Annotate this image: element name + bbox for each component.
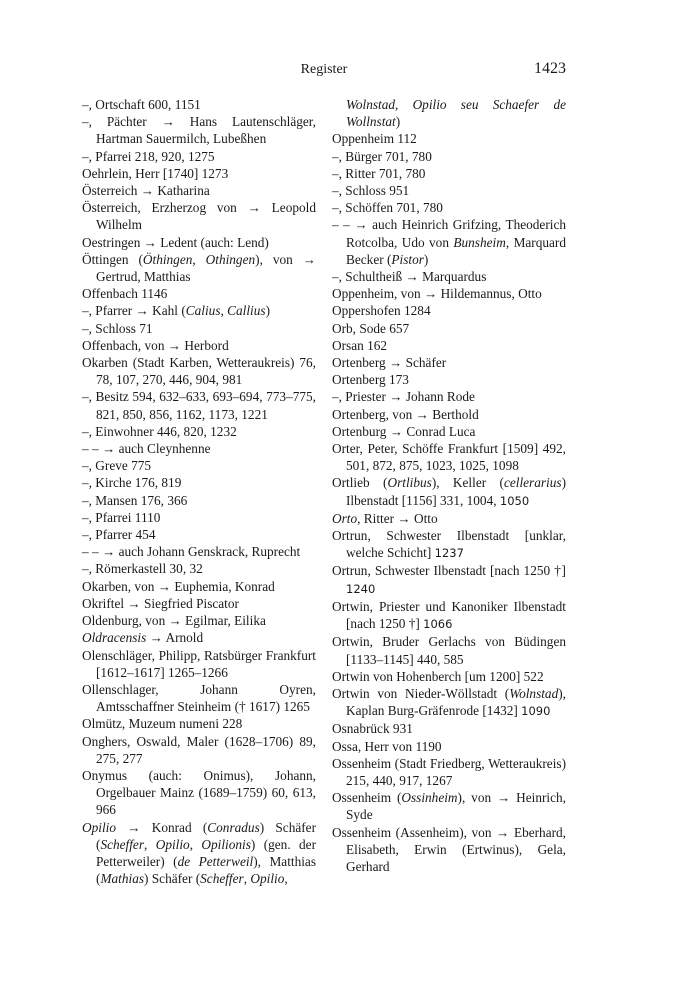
entry-text: → Arnold (146, 630, 204, 646)
entry-text: Opilio seu Schaefer de Wollnstat (346, 97, 566, 130)
index-entry (332, 685, 566, 720)
entry-text: Ortenburg → Conrad Luca (332, 423, 476, 439)
entry-text: Ortlieb ( (332, 475, 388, 491)
index-entry (82, 388, 316, 422)
index-entry (82, 474, 316, 491)
index-entry (82, 423, 316, 440)
index-column-right (332, 96, 566, 875)
entry-text: –, Schloss 951 (332, 183, 410, 199)
entry-text: 1066 (423, 617, 453, 632)
entry-text: –, Schultheiß → Marquardus (332, 269, 487, 285)
entry-text: ), von → Heinrich, Syde (346, 790, 566, 823)
index-entry (332, 216, 566, 268)
index-entry (332, 406, 566, 423)
entry-text: Calius (185, 303, 221, 319)
index-entry (332, 320, 566, 337)
entry-text: ) (gen. der Petterweiler) ( (96, 836, 316, 869)
index-entry (332, 182, 566, 199)
entry-text: Scheffer (200, 871, 244, 887)
index-entry (82, 234, 316, 251)
index-entry (332, 199, 566, 216)
entry-text: Ortwin von Nieder-Wöllstadt ( (332, 685, 510, 701)
index-entry (82, 578, 316, 595)
entry-text: Ortenberg 173 (332, 372, 409, 388)
entry-text: Oppenheim, von → Hildemannus, Otto (332, 286, 542, 302)
entry-text: , Marquard Becker ( (346, 234, 566, 267)
index-entry (332, 720, 566, 737)
entry-text: Oehrlein, Herr [1740] 1273 (82, 165, 229, 181)
entry-text: Opilionis (201, 836, 251, 852)
index-entry (82, 629, 316, 646)
entry-text: –, Ortschaft 600, 1151 (82, 97, 201, 112)
entry-text: Osnabrück 931 (332, 721, 413, 737)
entry-text: Ortwin, Priester und Kanoniker Ilbenstadt [nach 1250 †] (332, 598, 566, 632)
entry-text: ), Kaplan Burg-Gräfenrode [1432] (346, 685, 566, 719)
entry-text: Okriftel → Siegfried Piscator (82, 595, 239, 611)
index-entry (82, 285, 316, 302)
entry-text: Callius (227, 303, 266, 319)
entry-text: Ortenberg → Schäfer (332, 355, 447, 371)
index-entry (82, 199, 316, 233)
entry-text: Orto (332, 510, 358, 526)
entry-text: , (192, 251, 206, 267)
entry-text: ) (423, 251, 429, 267)
index-column-left (82, 96, 316, 887)
entry-text: de Petterweil (177, 853, 254, 869)
index-entry (82, 320, 316, 337)
entry-text: Wolnstad (346, 97, 396, 112)
entry-text: → Konrad ( (115, 819, 208, 835)
entry-text: –, Pächter → Hans Lautenschläger, Hartman Sauermilch, Lubeßhen (82, 114, 316, 147)
entry-text: ) (395, 114, 401, 130)
entry-text: ), von → Gertrud, Matthias (96, 251, 316, 285)
entry-text: – – → auch Johann Genskrack, Ruprecht (82, 544, 301, 560)
index-entry (332, 130, 566, 147)
index-entry (82, 595, 316, 612)
entry-text: Othingen (205, 251, 256, 267)
index-entry (82, 96, 316, 113)
index-entry (82, 492, 316, 509)
index-entry (82, 647, 316, 681)
entry-text: Oppenheim 112 (332, 131, 417, 147)
index-entry (82, 148, 316, 165)
entry-text: –, Kirche 176, 819 (82, 475, 182, 491)
index-entry (332, 148, 566, 165)
entry-text: Okarben, von → Euphemia, Konrad (82, 578, 275, 594)
entry-text: 1090 (521, 704, 551, 719)
entry-text: Mathias (100, 871, 145, 887)
entry-text: –, Bürger 701, 780 (332, 148, 432, 164)
entry-text: Oldracensis (82, 630, 147, 646)
entry-text: ), Matthias ( (96, 853, 317, 887)
index-entry (82, 354, 316, 388)
index-entry (332, 668, 566, 685)
index-entry (82, 819, 316, 888)
entry-text: Olmütz, Muzeum numeni 228 (82, 716, 243, 732)
entry-text: ), Keller ( (431, 475, 504, 491)
entry-text: Okarben (Stadt Karben, Wetteraukreis) 76, 78, 107, 270, 446, 904, 981 (82, 355, 316, 388)
entry-text: Ollenschlager, Johann Oyren, Amtsschaffner Steinheim († 1617) 1265 (82, 681, 316, 715)
entry-text: Ossenheim (Stadt Friedberg, Wetteraukreis) 215, 440, 917, 1267 (332, 755, 566, 788)
entry-text: –, Schöffen 701, 780 (332, 200, 443, 216)
index-entry (82, 733, 316, 767)
entry-text: Onymus (auch: Onimus), Johann, Orgelbauer Mainz (1689–1759) 60, 613, 966 (82, 767, 316, 818)
entry-text: – – → auch Cleynhenne (82, 441, 211, 457)
index-entry (82, 440, 316, 457)
entry-text: –, Pfarrei 218, 920, 1275 (82, 148, 215, 164)
page-header (82, 60, 566, 82)
index-entry (82, 251, 316, 285)
entry-text: , (284, 871, 288, 887)
entry-text: , (243, 871, 251, 887)
entry-text: Österreich, Erzherzog von → Leopold Wilhelm (82, 200, 316, 233)
entry-text: –, Besitz 594, 632–633, 693–694, 773–775, 821, 850, 856, 1162, 1173, 1221 (82, 389, 316, 422)
index-entry (332, 510, 566, 527)
entry-text: Orsan 162 (332, 337, 388, 353)
index-entry (332, 268, 566, 285)
entry-text: –, Ritter 701, 780 (332, 165, 426, 181)
index-entry (332, 423, 566, 440)
entry-text: –, Schloss 71 (82, 320, 153, 336)
entry-text: ) (265, 303, 271, 319)
index-entry (82, 457, 316, 474)
index-entry (82, 543, 316, 560)
entry-text: Öttingen ( (82, 251, 143, 267)
entry-text: , (395, 97, 413, 112)
entry-text: Offenbach 1146 (82, 286, 168, 302)
index-entry (332, 824, 566, 876)
entry-text: , (220, 303, 228, 319)
entry-text: ) Schäfer ( (96, 819, 317, 852)
index-entry (332, 789, 566, 823)
entry-text: Pistor (391, 251, 424, 267)
index-entry (332, 337, 566, 354)
entry-text: Ossenheim (Assenheim), von → Eberhard, Elisabeth, Erwin (Ertwinus), Gela, Gerhard (332, 824, 566, 874)
entry-text: Ossenheim ( (332, 790, 402, 806)
entry-text: Ossinheim (401, 790, 458, 806)
index-entry (82, 681, 316, 715)
entry-text: – – → auch Heinrich Grifzing, Theoderich Rotcolba, Udo von (332, 217, 566, 250)
entry-text: , Ritter → Otto (357, 510, 438, 526)
page-number: 1423 (534, 60, 566, 77)
entry-text: Ortwin, Bruder Gerlachs von Büdingen [1133–1145] 440, 585 (332, 634, 566, 667)
entry-text: 1237 (434, 546, 464, 561)
index-entry (332, 354, 566, 371)
entry-text: , (144, 836, 156, 852)
index-entry (332, 302, 566, 319)
entry-text: Öthingen (142, 251, 193, 267)
index-entry (332, 371, 566, 388)
entry-text: Oppershofen 1284 (332, 303, 431, 319)
entry-text: Wolnstad (509, 685, 559, 701)
index-entry (82, 612, 316, 629)
index-entry-continuation (332, 96, 566, 130)
index-entry (332, 738, 566, 755)
entry-text: Offenbach, von → Herbord (82, 337, 229, 353)
index-entry (332, 474, 566, 509)
index-entry (332, 598, 566, 633)
index-entry (332, 633, 566, 667)
index-entry (332, 440, 566, 474)
entry-text: Onghers, Oswald, Maler (1628–1706) 89, 275, 277 (82, 733, 316, 766)
entry-text: 1050 (499, 493, 530, 508)
entry-text: –, Pfarrei 1110 (82, 509, 161, 525)
index-entry (82, 560, 316, 577)
entry-text: cellerarius (503, 475, 562, 491)
running-title: Register (300, 62, 348, 77)
entry-text: Oestringen → Ledent (auch: Lend) (82, 234, 269, 250)
index-entry (332, 165, 566, 182)
index-entry (82, 165, 316, 182)
entry-text: Ortwin von Hohenberch [um 1200] 522 (332, 668, 544, 684)
index-entry (82, 767, 316, 819)
entry-text: –, Greve 775 (82, 458, 152, 474)
entry-text: Opilio (155, 836, 190, 852)
entry-text: Orter, Peter, Schöffe Frankfurt [1509] 492, 501, 872, 875, 1023, 1025, 1098 (332, 441, 566, 474)
entry-text: Scheffer (100, 836, 145, 852)
entry-text: Conradus (207, 819, 260, 835)
index-entry (332, 388, 566, 405)
entry-text: –, Pfarrer → Kahl ( (82, 303, 186, 319)
entry-text: , (189, 836, 202, 852)
entry-text: –, Pfarrer 454 (82, 527, 156, 543)
entry-text: –, Mansen 176, 366 (82, 492, 188, 508)
index-entry (82, 302, 316, 319)
index-entry (82, 526, 316, 543)
entry-text: Ortenberg, von → Berthold (332, 406, 479, 422)
entry-text: Oldenburg, von → Egilmar, Eilika (82, 613, 266, 629)
entry-text: –, Priester → Johann Rode (332, 389, 475, 405)
index-entry (332, 285, 566, 302)
index-entry (332, 562, 566, 597)
index-entry (82, 715, 316, 732)
entry-text: Opilio (250, 871, 285, 887)
entry-text: –, Einwohner 446, 820, 1232 (82, 423, 237, 439)
entry-text: Olenschläger, Philipp, Ratsbürger Frankfurt [1612–1617] 1265–1266 (82, 647, 316, 680)
entry-text: Österreich → Katharina (82, 183, 210, 199)
entry-text: Ortrun, Schwester Ilbenstadt [unklar, welche Schicht] (332, 528, 566, 561)
entry-text: Ossa, Herr von 1190 (332, 738, 442, 754)
entry-text: –, Römerkastell 30, 32 (82, 561, 203, 577)
index-entry (332, 527, 566, 562)
entry-text: Opilio (82, 819, 116, 835)
entry-text: ) Ilbenstadt [1156] 331, 1004, (346, 475, 566, 508)
entry-text: ) Schäfer ( (144, 871, 201, 887)
entry-text: Ortrun, Schwester Ilbenstadt [nach 1250 †] (332, 563, 566, 579)
index-entry (332, 755, 566, 789)
entry-text: Bunsheim (453, 234, 506, 250)
index-entry (82, 337, 316, 354)
index-entry (82, 509, 316, 526)
index-entry (82, 113, 316, 147)
entry-text: Ortlibus (387, 475, 432, 491)
index-entry (82, 182, 316, 199)
entry-text: Orb, Sode 657 (332, 320, 410, 336)
entry-text: 1240 (346, 581, 376, 596)
